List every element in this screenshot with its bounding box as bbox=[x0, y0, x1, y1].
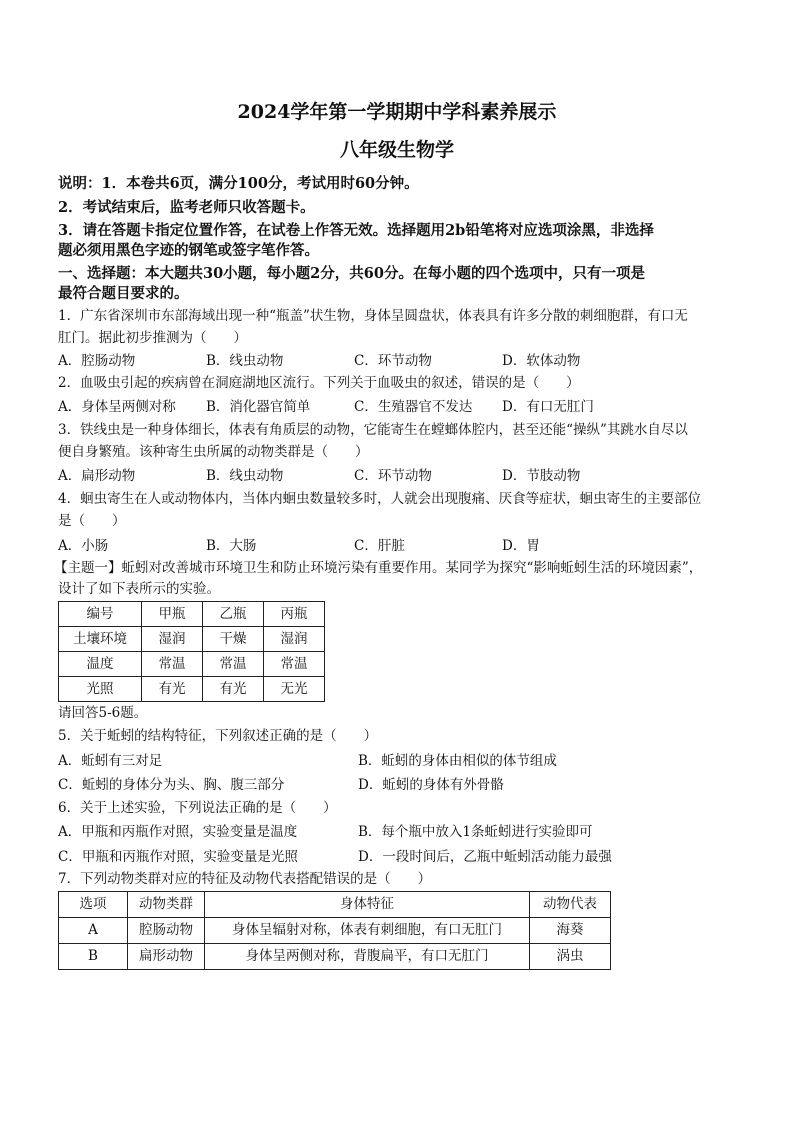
table-cell: 动物类群 bbox=[128, 891, 205, 917]
options bbox=[58, 352, 742, 370]
table-cell: 动物代表 bbox=[530, 891, 611, 917]
table-row bbox=[59, 917, 611, 943]
option-c: C．生殖器官不发达 bbox=[354, 399, 473, 416]
table-row bbox=[59, 891, 611, 917]
table-cell: 常温 bbox=[142, 652, 203, 677]
table-cell: 身体呈两侧对称，背腹扁平，有口无肛门 bbox=[205, 943, 530, 969]
table-cell: 编号 bbox=[59, 602, 142, 627]
note-line: 题必须用黑色字迹的钢笔或签字笔作答。 bbox=[58, 241, 319, 259]
option-c: C．环节动物 bbox=[354, 467, 432, 484]
option-c: C．肝脏 bbox=[354, 537, 405, 554]
option-a: A．扁形动物 bbox=[58, 467, 136, 484]
table-cell: 常温 bbox=[203, 652, 264, 677]
option-d: D．蚯蚓的身体有外骨骼 bbox=[358, 776, 504, 793]
option-b: B．蚯蚓的身体由相似的体节组成 bbox=[358, 752, 557, 769]
table-cell: 温度 bbox=[59, 652, 142, 677]
table-cell: 常温 bbox=[264, 652, 325, 677]
table-cell: 乙瓶 bbox=[203, 602, 264, 627]
question-text: 4．蛔虫寄生在人或动物体内，当体内蛔虫数量较多时，人就会出现腹痛、厌食等症状，蛔虫寄生的主要部位 bbox=[58, 491, 702, 508]
option-d: D．胃 bbox=[502, 537, 540, 554]
question-5 bbox=[58, 727, 742, 794]
options bbox=[58, 398, 742, 416]
answer-prompt: 请回答5-6题。 bbox=[58, 705, 148, 722]
option-b: B．线虫动物 bbox=[206, 467, 284, 484]
table-cell: B bbox=[59, 943, 128, 969]
question-3 bbox=[58, 421, 742, 485]
table-cell: 光照 bbox=[59, 677, 142, 702]
table-cell: 湿润 bbox=[142, 627, 203, 652]
table-cell: 干燥 bbox=[203, 627, 264, 652]
options bbox=[58, 848, 742, 866]
table-row bbox=[59, 677, 325, 702]
section-heading: 最符合题目要求的。 bbox=[58, 284, 189, 302]
exam-body bbox=[54, 174, 742, 970]
note-line: 说明：1．本卷共6页，满分100分，考试用时60分钟。 bbox=[58, 175, 419, 192]
note-line: 3．请在答题卡指定位置作答，在试卷上作答无效。选择题用2b铅笔将对应选项涂黑，非选择 bbox=[58, 222, 654, 240]
table-cell: 有光 bbox=[142, 677, 203, 702]
section-heading: 一、选择题：本大题共30小题，每小题2分，共60分。在每小题的四个选项中，只有一项是 bbox=[58, 265, 645, 283]
option-d: D．有口无肛门 bbox=[502, 399, 594, 416]
table-cell: 身体呈辐射对称，体表有刺细胞，有口无肛门 bbox=[205, 917, 530, 943]
table-cell: 湿润 bbox=[264, 627, 325, 652]
table-cell: 甲瓶 bbox=[142, 602, 203, 627]
question-7 bbox=[58, 870, 742, 888]
option-d: D．软体动物 bbox=[502, 352, 581, 369]
options bbox=[58, 467, 742, 485]
question-4 bbox=[58, 490, 742, 555]
question-text: 便自身繁殖。该种寄生虫所属的动物类群是（ ） bbox=[58, 443, 369, 460]
option-d: D．一段时间后，乙瓶中蚯蚓活动能力最强 bbox=[358, 848, 612, 865]
table-cell: 选项 bbox=[59, 891, 128, 917]
table-cell: 有光 bbox=[203, 677, 264, 702]
table-row bbox=[59, 602, 325, 627]
table-row bbox=[59, 652, 325, 677]
table-cell: 身体特征 bbox=[205, 891, 530, 917]
question-6 bbox=[58, 799, 742, 866]
table-cell: 无光 bbox=[264, 677, 325, 702]
exam-subtitle: 八年级生物学 bbox=[339, 139, 454, 161]
option-b: B．线虫动物 bbox=[206, 352, 284, 369]
exam-title: 2024学年第一学期期中学科素养展示 bbox=[237, 101, 557, 123]
question-text: 5．关于蚯蚓的结构特征，下列叙述正确的是（ ） bbox=[58, 728, 378, 745]
question-1 bbox=[58, 307, 742, 370]
table-cell: A bbox=[59, 917, 128, 943]
table-cell: 腔肠动物 bbox=[128, 917, 205, 943]
options bbox=[58, 537, 742, 555]
option-a: A．蚯蚓有三对足 bbox=[58, 752, 163, 769]
option-a: A．腔肠动物 bbox=[58, 352, 136, 369]
option-b: B．每个瓶中放入1条蚯蚓进行实验即可 bbox=[358, 824, 593, 841]
options bbox=[58, 776, 742, 794]
theme-text: 【主题一】蚯蚓对改善城市环境卫生和防止环境污染有重要作用。某同学为探究“影响蚯蚓生活的环境因素”， bbox=[54, 559, 703, 576]
table-cell: 海葵 bbox=[530, 917, 611, 943]
option-a: A．甲瓶和丙瓶作对照，实验变量是温度 bbox=[58, 824, 298, 841]
question-text: 3．铁线虫是一种身体细长，体表有角质层的动物，它能寄生在螳螂体腔内，甚至还能“操纵”其跳水自尽以 bbox=[58, 422, 688, 439]
table-cell: 涡虫 bbox=[530, 943, 611, 969]
option-c: C．甲瓶和丙瓶作对照，实验变量是光照 bbox=[58, 848, 298, 865]
question-text: 7．下列动物类群对应的特征及动物代表搭配错误的是（ ） bbox=[58, 870, 432, 887]
table-cell: 扁形动物 bbox=[128, 943, 205, 969]
question-text: 肛门。据此初步推测为（ ） bbox=[58, 329, 247, 346]
options bbox=[58, 823, 742, 841]
question-text: 1．广东省深圳市东部海域出现一种“瓶盖”状生物，身体呈圆盘状，体表具有许多分散的刺细胞群，有口无 bbox=[58, 308, 688, 325]
table-row bbox=[59, 627, 325, 652]
question-2 bbox=[58, 374, 742, 416]
question-text: 是（ ） bbox=[58, 513, 126, 530]
table-cell: 丙瓶 bbox=[264, 602, 325, 627]
option-c: C．环节动物 bbox=[354, 352, 432, 369]
option-a: A．身体呈两侧对称 bbox=[58, 399, 176, 416]
question-text: 2．血吸虫引起的疾病曾在洞庭湖地区流行。下列关于血吸虫的叙述，错误的是（ ） bbox=[58, 375, 580, 392]
animal-table bbox=[58, 891, 611, 970]
question-text: 6．关于上述实验，下列说法正确的是（ ） bbox=[58, 800, 337, 817]
option-b: B．大肠 bbox=[206, 537, 257, 554]
option-a: A．小肠 bbox=[58, 537, 109, 554]
option-b: B．消化器官简单 bbox=[206, 399, 311, 416]
option-d: D．节肢动物 bbox=[502, 467, 581, 484]
experiment-table bbox=[58, 601, 325, 702]
option-c: C．蚯蚓的身体分为头、胸、腹三部分 bbox=[58, 776, 285, 793]
theme-text: 设计了如下表所示的实验。 bbox=[58, 581, 220, 597]
note-line: 2．考试结束后，监考老师只收答题卡。 bbox=[58, 198, 315, 216]
table-cell: 土壤环境 bbox=[59, 627, 142, 652]
options bbox=[58, 752, 742, 770]
table-row bbox=[59, 943, 611, 969]
